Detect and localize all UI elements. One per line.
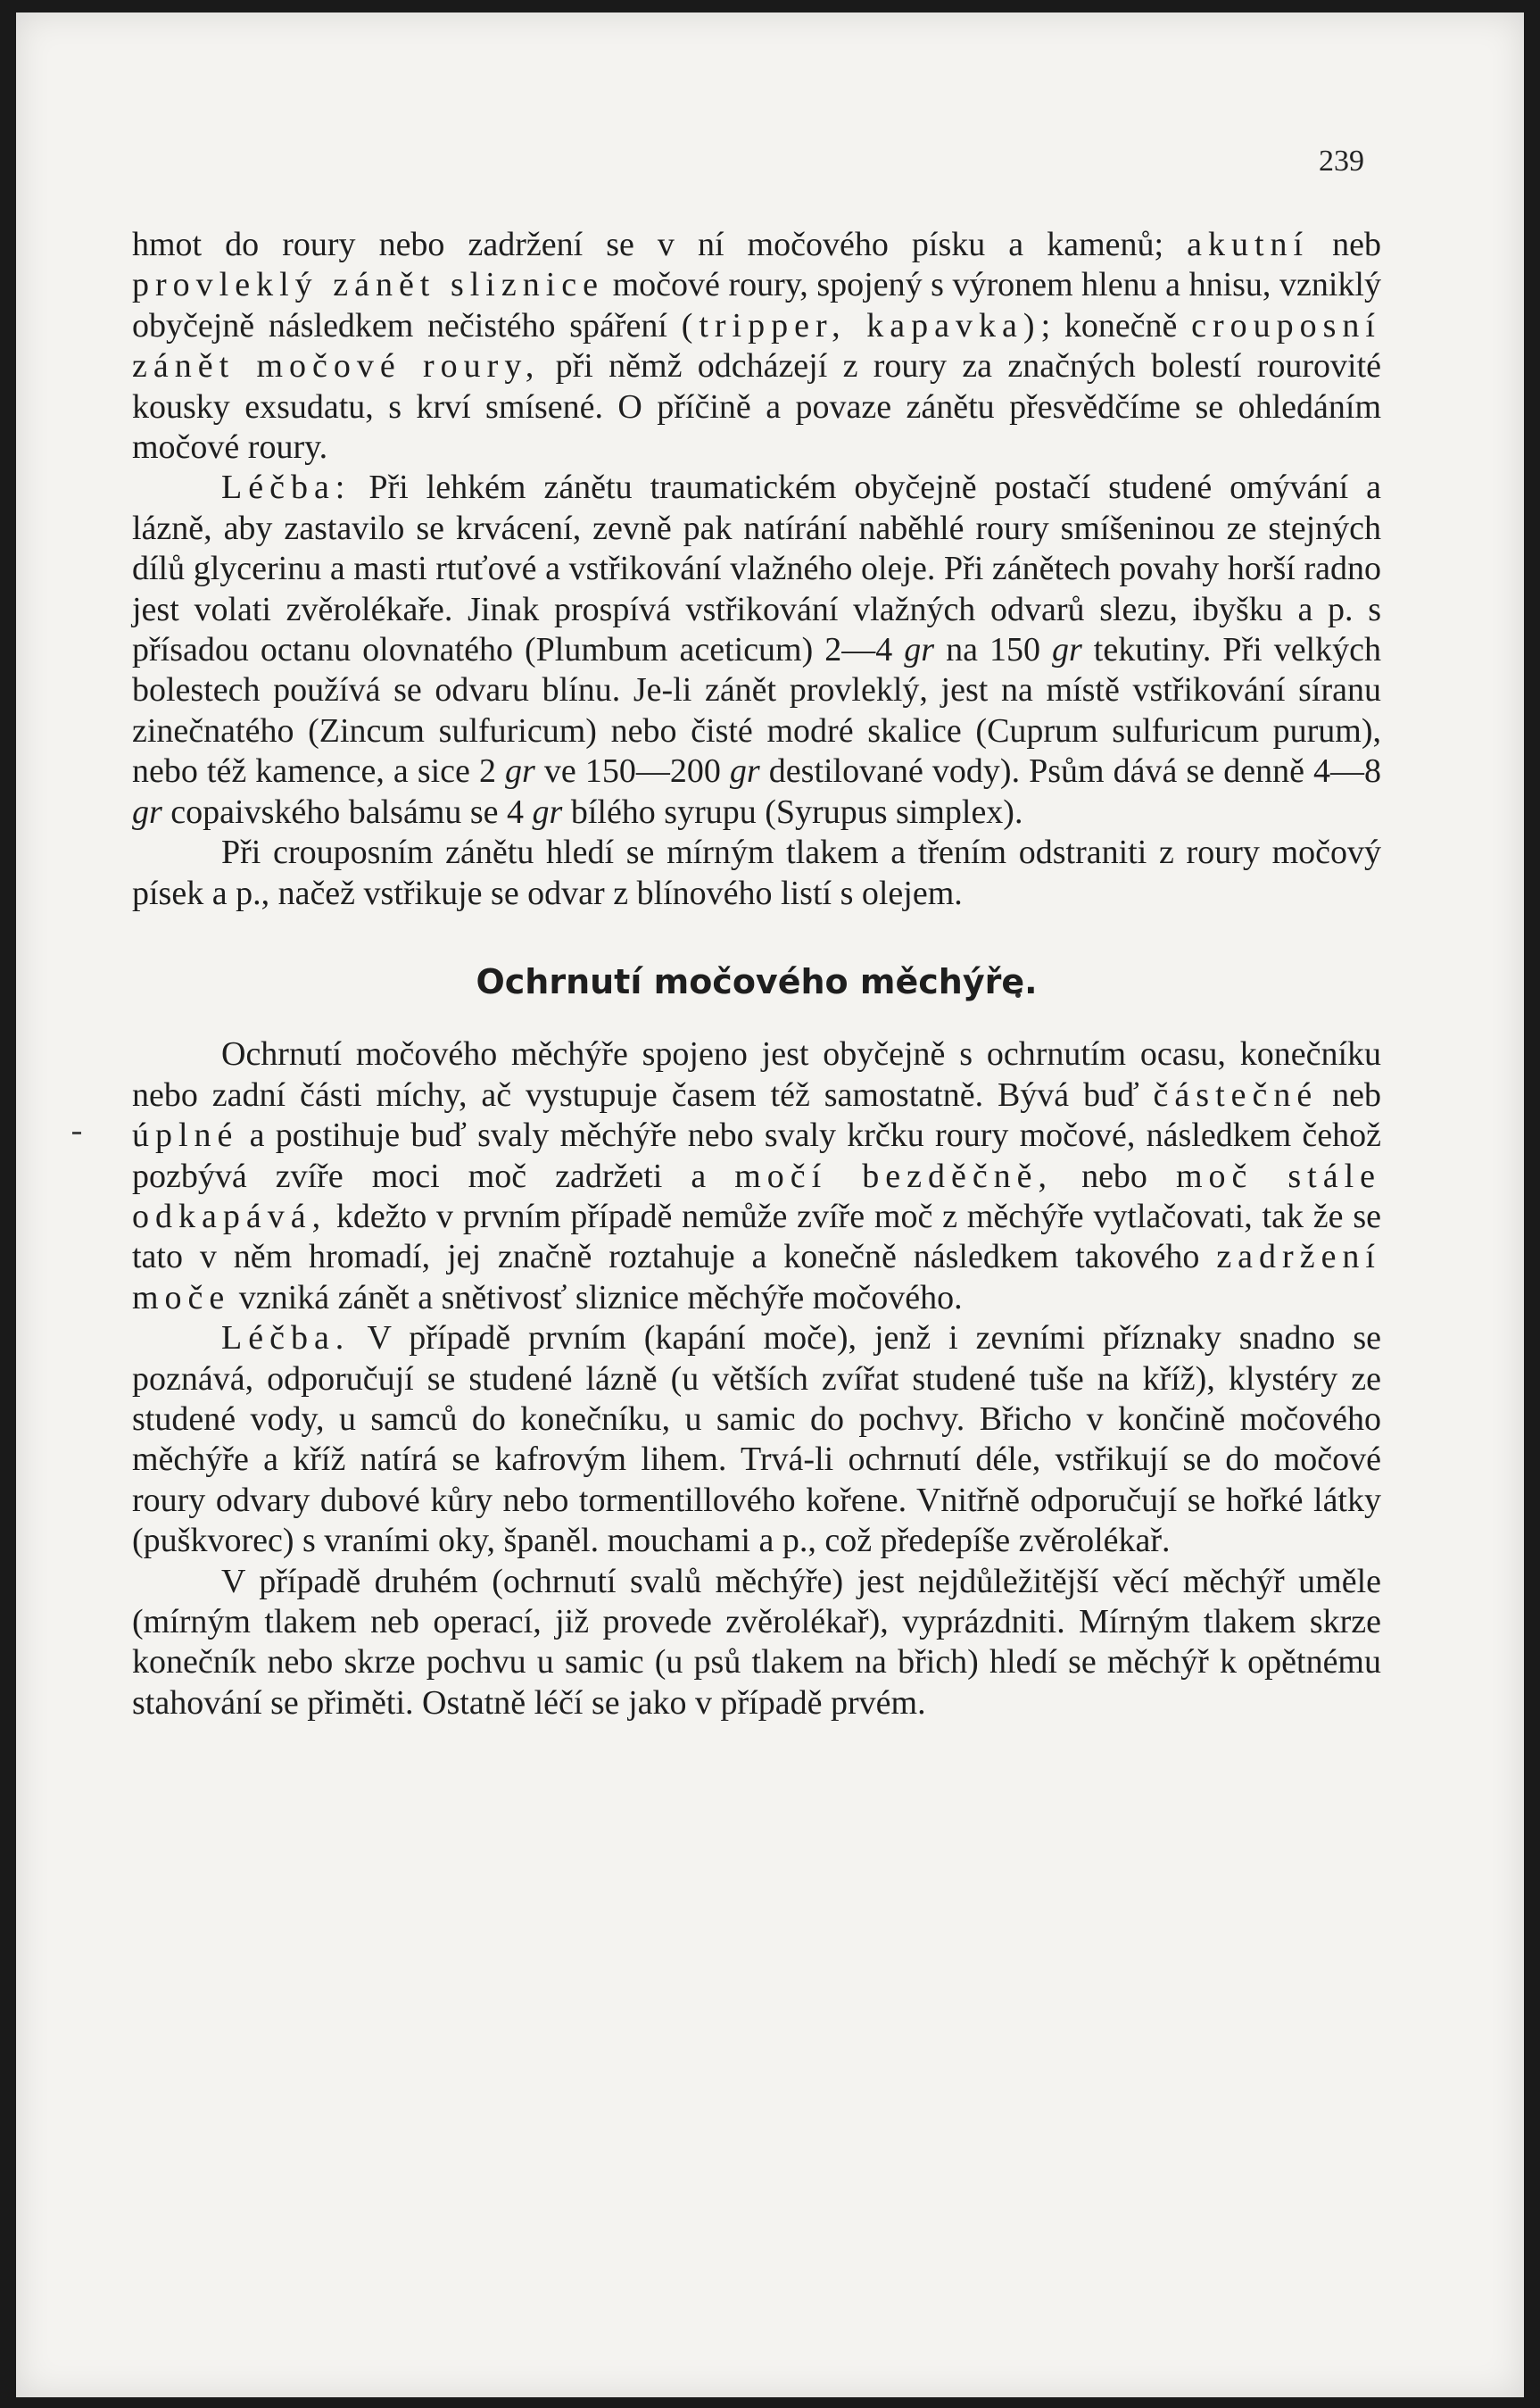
spaced-term: crouposní zánět močové roury, — [132, 306, 1381, 386]
spaced-term: částečné — [1153, 1075, 1319, 1114]
page-content — [132, 225, 1381, 1723]
section-heading: Ochrnutí močového měchýře. — [476, 961, 1038, 1001]
paragraph-bladder-paralysis: Ochrnutí močového měchýře spojeno jest obyčejně s ochrnutím ocasu, konečníku nebo zadní části míchy, ač vystupuje časem též samostatně. Bývá buď částečné neb úplné a postihuje buď svaly měchýře nebo svaly krčku roury močové, následkem čehož pozbývá zvíře moci moč zadržeti a močí bezděčně, nebo moč stále odkapává, kdežto v prvním případě nemůže zvíře moč z měchýře vytlačovati, tak že se tato v něm hromadí, jej značně roztahuje a konečně následkem takového zadržení moče vzniká zánět a snětivosť sliznice měchýře močového. — [132, 1035, 1382, 1316]
spaced-term: Léčba. — [221, 1319, 351, 1358]
spaced-term: provleklý zánět sliznice — [132, 266, 604, 304]
margin-dash-mark — [72, 1132, 81, 1134]
spaced-term: akutní — [1187, 226, 1310, 263]
paragraph-urethra-conditions: hmot do roury nebo zadržení se v ní močového písku a kamenů; akutní neb provleklý zánět sliznice močové roury, spojený s výronem hlenu a hnisu, vzniklý obyčejně následkem nečistého spáření (tripper, kapavka); konečně crouposní zánět močové roury, při němž odcházejí z roury za značných bolestí rourovité kousky exsudatu, s krví smísené. O příčině a povaze zánětu přesvědčíme se ohledáním močové roury. — [132, 226, 1381, 467]
page-number: 239 — [1319, 145, 1364, 178]
paragraph-treatment-2: Léčba. V případě prvním (kapání moče), jenž i zevními příznaky snadno se poznává, odporučují se studené lázně (u větších zvířat studené tuše na kříž), klystéry ze studené vody, u samců do konečníku, u samic do pochvy. Břicho v končině močového měchýře a kříž natírá se kafrovým lihem. Trvá-li ochrnutí déle, vstřikují se do močové roury odvary dubové kůry nebo tormentillového kořene. Vnitřně odporučují se hořké látky (puškvorec) s vraními oky, španěl. mouchami a p., což předepíše zvěrolékař. — [132, 1319, 1381, 1560]
spaced-term: Léčba: — [221, 469, 352, 507]
spaced-term: (tripper, kapavka) — [681, 306, 1041, 345]
paragraph-croupous-treatment: Při crouposním zánětu hledí se mírným tlakem a třením odstraniti z roury močový písek a p., načež vstřikuje se odvar z blínového listí s olejem. — [132, 834, 1381, 912]
spaced-term: moč stále odkapává, — [132, 1157, 1382, 1235]
paragraph-treatment-1: Léčba: Při lehkém zánětu traumatickém obyčejně postačí studené omývání a lázně, aby zastavilo se krvácení, zevně pak natírání naběhlé roury smíšeninou ze stejných dílů glycerinu a masti rtuťové a vstřikování vlažného oleje. Při zánětech povahy horší radno jest volati zvěrolékaře. Jinak prospívá vstřikování vlažných odvarů slezu, ibyšku a p. s přísadou octanu olovnatého (Plumbum aceticum) 2—4 gr na 150 gr tekutiny. Při velkých bolestech používá se odvaru blínu. Je-li zánět provleklý, jest na místě vstřikování síranu zinečnatého (Zincum sulfuricum) nebo čisté modré skalice (Cuprum sulfuricum purum), nebo též kamence, a sice 2 gr ve 150—200 gr destilované vody). Psům dává se denně 4—8 gr copaivského balsámu se 4 gr bílého syrupu (Syrupus simplex). — [132, 469, 1382, 831]
spaced-term: zadržení moče — [132, 1238, 1381, 1316]
paragraph-second-case: V případě druhém (ochrnutí svalů měchýře) jest nejdůležitější věcí měchýř uměle (mírným tlakem neb operací, již provede zvěrolékař), vyprázdniti. Mírným tlakem skrze konečník nebo skrze pochvu u samic (u psů tlakem na břich) hledí se měchýř k opětnému stahování se přiměti. Ostatně léčí se jako v případě prvém. — [132, 1562, 1381, 1722]
spaced-term: močí bezděčně, — [734, 1157, 1054, 1195]
book-page — [16, 12, 1524, 2397]
spaced-term: úplné — [132, 1117, 239, 1155]
